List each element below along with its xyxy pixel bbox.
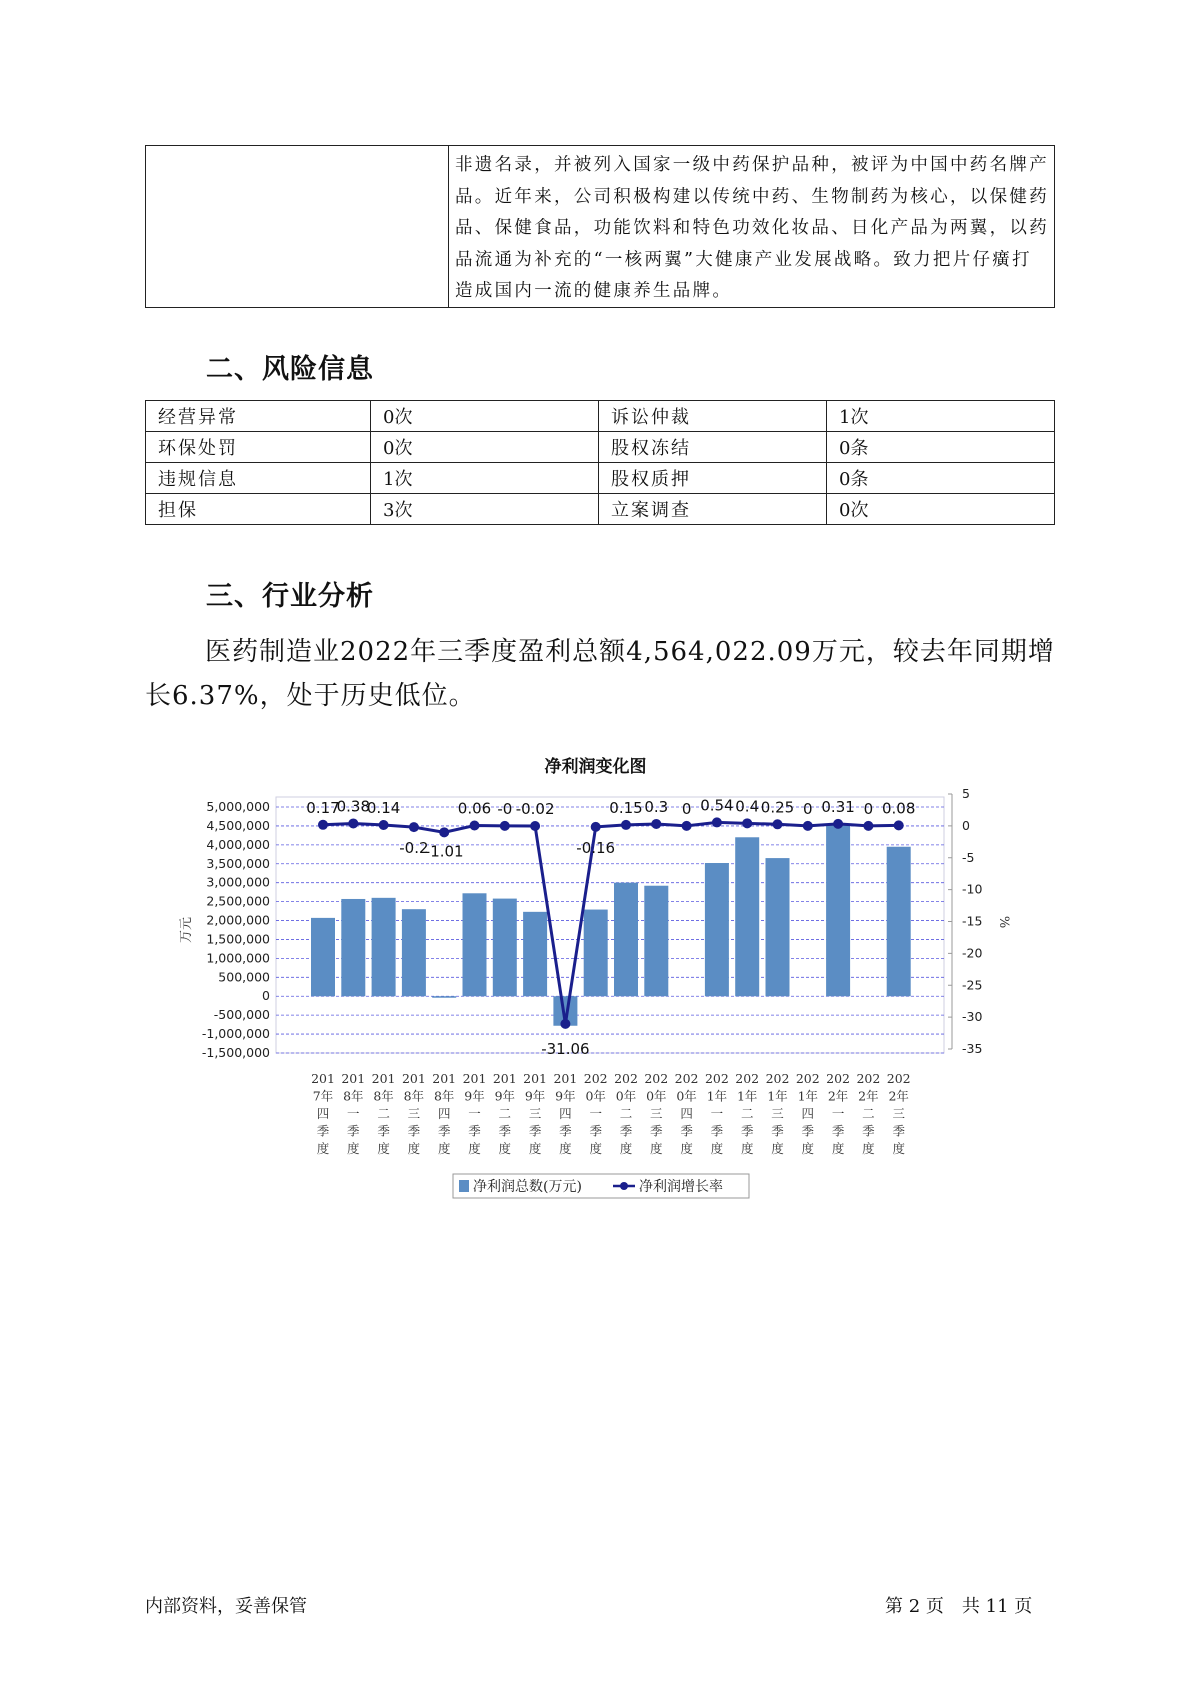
growth-point (318, 820, 328, 830)
y2-tick-label: -15 (962, 913, 983, 929)
y-axis-label: 万元 (179, 916, 194, 944)
bar (341, 899, 365, 996)
growth-point (833, 819, 843, 829)
data-label: 0.4 (735, 797, 760, 816)
x-tick-label: 201 9年四季度 (553, 1071, 578, 1156)
x-tick-label: 202 1年一季度 (704, 1071, 729, 1156)
y-tick-label: 0 (262, 988, 270, 1004)
y-tick-label: -1,500,000 (201, 1045, 270, 1060)
growth-point (348, 818, 358, 828)
bar (311, 918, 335, 996)
legend-line-marker (620, 1182, 628, 1190)
growth-point (742, 818, 752, 828)
bar (584, 910, 608, 997)
x-tick-label: 201 9年二季度 (492, 1071, 517, 1156)
data-label: 0.54 (700, 796, 734, 815)
bar (614, 883, 638, 997)
x-tick-label: 202 1年四季度 (795, 1071, 820, 1156)
data-label: 0 (681, 799, 692, 818)
y-tick-label: 4,000,000 (206, 836, 270, 852)
growth-point (682, 821, 692, 831)
bar (432, 996, 456, 998)
legend-bar-label: 净利润总数(万元) (473, 1179, 582, 1195)
risk-key: 违规信息 (146, 463, 371, 494)
y-tick-label: 5,000,000 (206, 799, 270, 814)
y2-axis-label: % (996, 915, 1011, 929)
growth-point (621, 820, 631, 830)
footer-confidential: 内部资料，妥善保管 (145, 1596, 307, 1617)
bar (523, 912, 547, 996)
risk-key: 担保 (146, 494, 371, 525)
y-tick-label: 3,000,000 (206, 874, 270, 890)
growth-point (591, 822, 601, 832)
y-tick-label: 4,500,000 (206, 817, 270, 833)
risk-value: 0次 (827, 494, 1055, 525)
bar (463, 893, 487, 996)
data-label: 0.14 (366, 798, 401, 817)
bar (766, 858, 790, 996)
y-tick-label: 3,500,000 (206, 855, 270, 871)
growth-point (894, 820, 904, 830)
risk-value: 1次 (371, 463, 599, 494)
x-tick-label: 202 0年三季度 (644, 1071, 669, 1156)
y-tick-label: 500,000 (218, 969, 270, 985)
intro-text: 非遗名录，并被列入国家一级中药保护品种，被评为中国中药名牌产品。近年来，公司积极构建以传统中药、生物制药为核心，以保健药品、保健食品，功能饮料和特色功效化妆品、日化产品为两翼，以药品流通为补充的“一核两翼”大健康产业发展战略。致力把片仔癀打造成国内一流的健康养生品牌。 (455, 155, 1049, 301)
x-tick-label: 201 7年四季度 (311, 1071, 335, 1156)
data-label: 0.38 (336, 797, 371, 816)
x-tick-label: 202 0年四季度 (674, 1071, 699, 1156)
data-label: 0 (863, 799, 874, 818)
y-tick-label: -500,000 (213, 1007, 270, 1023)
x-tick-label: 201 8年三季度 (401, 1071, 426, 1156)
bar (705, 863, 729, 996)
data-label: -0 (497, 799, 513, 818)
bar (402, 909, 426, 996)
data-label: 0.31 (821, 797, 855, 816)
growth-point (712, 817, 722, 827)
growth-point (530, 821, 540, 831)
bar (887, 847, 911, 996)
data-label: 0.08 (881, 799, 916, 818)
x-tick-label: 202 2年二季度 (856, 1071, 881, 1156)
growth-point (500, 821, 510, 831)
risk-key: 立案调查 (599, 494, 827, 525)
data-label: 0.17 (306, 798, 340, 817)
bar (493, 899, 517, 997)
growth-point (409, 822, 419, 832)
y2-tick-label: -30 (962, 1009, 983, 1025)
growth-point (439, 827, 449, 837)
y-tick-label: 2,000,000 (206, 912, 270, 928)
x-tick-label: 201 9年三季度 (523, 1071, 548, 1156)
section2-title: 二、风险信息 (206, 354, 374, 385)
y-tick-label: 2,500,000 (206, 893, 270, 909)
data-label: 0.15 (609, 798, 643, 817)
y2-tick-label: -20 (962, 945, 983, 961)
y2-tick-label: 0 (962, 817, 970, 833)
data-label: -1.01 (424, 842, 464, 861)
x-tick-label: 201 8年二季度 (371, 1071, 396, 1156)
data-label: 0.06 (457, 799, 492, 818)
x-tick-label: 202 2年三季度 (886, 1071, 911, 1156)
bar (826, 824, 850, 997)
risk-value: 0条 (827, 432, 1055, 463)
data-label: -0.02 (515, 800, 555, 819)
data-label: 0.25 (760, 798, 795, 817)
y2-tick-label: -5 (962, 849, 975, 865)
growth-point (863, 821, 873, 831)
data-label: -0.2 (399, 839, 429, 858)
risk-key: 股权质押 (599, 463, 827, 494)
section3-title: 三、行业分析 (206, 581, 374, 612)
data-label: -31.06 (541, 1039, 590, 1058)
x-tick-label: 201 8年四季度 (432, 1071, 457, 1156)
footer-page-number: 第 2 页 共 11 页 (885, 1596, 1033, 1617)
chart-title: 净利润变化图 (544, 757, 647, 777)
bar (372, 898, 396, 996)
risk-value: 3次 (371, 494, 599, 525)
risk-value: 0条 (827, 463, 1055, 494)
y2-tick-label: 5 (962, 786, 970, 801)
risk-key: 经营异常 (146, 401, 371, 432)
growth-point (560, 1019, 570, 1029)
risk-value: 0次 (371, 401, 599, 432)
risk-value: 0次 (371, 432, 599, 463)
bar (735, 837, 759, 996)
growth-point (379, 820, 389, 830)
x-tick-label: 201 8年一季度 (341, 1071, 366, 1156)
risk-key: 股权冻结 (599, 432, 827, 463)
y2-tick-label: -35 (962, 1041, 983, 1056)
legend-line-label: 净利润增长率 (639, 1179, 723, 1195)
industry-text: 医药制造业2022年三季度盈利总额4,564,022.09万元，较去年同期增长6.37%，处于历史低位。 (145, 637, 1055, 711)
risk-key: 环保处罚 (146, 432, 371, 463)
legend-bar-swatch (459, 1180, 469, 1192)
data-label: 0 (803, 799, 813, 818)
x-tick-label: 202 2年一季度 (826, 1071, 851, 1156)
y-tick-label: 1,000,000 (206, 950, 270, 966)
y-tick-label: 1,500,000 (206, 931, 270, 947)
bar (644, 886, 668, 997)
x-tick-label: 202 0年二季度 (614, 1071, 638, 1156)
x-tick-label: 201 9年一季度 (462, 1071, 487, 1156)
y-tick-label: -1,000,000 (201, 1026, 270, 1042)
risk-key: 诉讼仲裁 (599, 401, 827, 432)
growth-point (803, 821, 813, 831)
growth-point (651, 819, 661, 829)
data-label: 0.3 (644, 797, 669, 816)
x-tick-label: 202 1年二季度 (735, 1071, 760, 1156)
growth-point (470, 820, 480, 830)
risk-value: 1次 (827, 401, 1055, 432)
y2-tick-label: -25 (962, 977, 983, 993)
data-label: -0.16 (576, 838, 616, 857)
x-tick-label: 202 0年一季度 (583, 1071, 608, 1156)
growth-point (773, 819, 783, 829)
y2-tick-label: -10 (962, 881, 983, 897)
x-tick-label: 202 1年三季度 (765, 1071, 790, 1156)
